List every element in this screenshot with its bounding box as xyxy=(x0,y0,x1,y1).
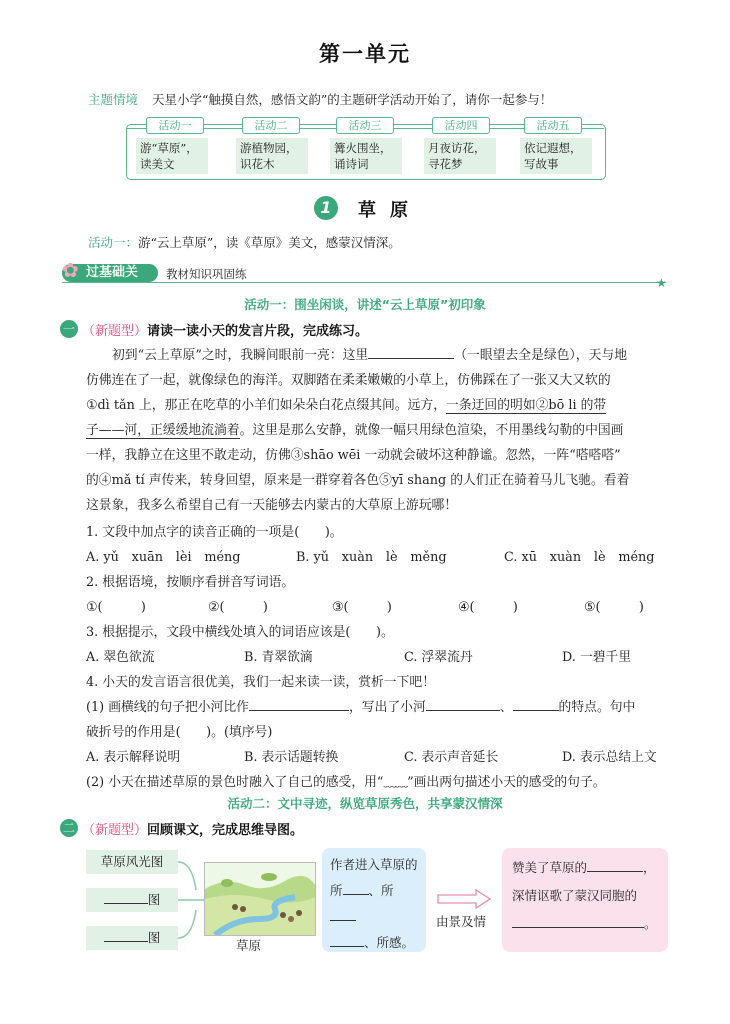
option-4c[interactable]: C. 表示声音延长 xyxy=(404,750,499,765)
sub-question-4-1-cont: 破折号的作用是( )。(填序号) xyxy=(86,725,273,740)
mindmap-box-1: 草原风光图 xyxy=(86,850,178,874)
option-1c[interactable]: C. xū xuàn lè méng xyxy=(504,550,655,565)
grassland-image xyxy=(204,862,316,936)
answer-slot-4[interactable]: ④( ) xyxy=(458,600,518,615)
sub-heading-activity1: 活动一：围坐闲谈，讲述“云上草原”初印象 xyxy=(244,297,486,312)
option-3c[interactable]: C. 浮翠流丹 xyxy=(404,650,473,665)
mindmap-blue-box: 作者进入草原的 所 、所 、所感。 xyxy=(322,848,426,952)
sub-question-4-2: (2) 小天在描述草原的景色时融入了自己的感受，用“﹏﹏”画出两句描述小天的感受的句子。 xyxy=(86,775,606,790)
grassland-illustration-icon xyxy=(205,863,315,935)
activity-tag-3: 活动三 xyxy=(336,117,394,134)
page-title: 第一单元 xyxy=(319,42,411,66)
question-1-badge: 一 xyxy=(60,320,78,338)
sub-question-3: 3. 根据提示，文段中横线处填入的词语应该是( )。 xyxy=(86,625,394,640)
arrow-label: 由景及情 xyxy=(436,914,487,929)
mindmap-pink-box: 赞美了草原的 ， 深情讴歌了蒙汉同胞的 。 xyxy=(502,848,668,952)
theme-label: 主题情境 xyxy=(88,92,139,107)
star-icon: ✿ xyxy=(62,258,79,282)
lesson-title: 草原 xyxy=(358,200,422,221)
answer-blank[interactable] xyxy=(368,344,454,359)
lesson-number-badge: 1 xyxy=(314,196,338,220)
activity-item-4: 月夜访花， 寻花梦 xyxy=(424,138,496,174)
activity1-intro-label: 活动一： xyxy=(88,235,139,250)
activity1-intro xyxy=(88,233,401,251)
activity-item-1: 游“草原”， 读美文 xyxy=(136,138,208,174)
question-1-title: （新题型）请读一读小天的发言片段，完成练习。 xyxy=(82,324,369,339)
passage: 初到“云上草原”之时，我瞬间眼前一亮：这里 （一眼望去全是绿色），天与地 仿佛连在了一起，就像绿色的海洋。双脚踏在柔柔嫩嫩的小草上，仿佛踩在了一张又大又软的 ①dì tǎn 上，那正在吃草的小羊们如朵朵白花点缀其间。远方，一条迂回的明如②bō li 的带 子——河，正缓缓地流淌着。这里是那么安静，就像一幅只用绿色渲染，不用墨线勾勒的中国画 一样，我静立在这里不敢走动，仿佛③shāo wēi 一动就会破坏这种静谧。忽然，一阵“嗒嗒嗒” 的④mǎ tí 声传来，转身回望，原来是一群穿着各色⑤yī shang 的人们正在骑着马儿飞驰。看着 这景象，我多么希望自己有一天能够去内蒙古的大草原上游玩哪！ xyxy=(86,343,664,518)
answer-slot-2[interactable]: ②( ) xyxy=(208,600,268,615)
activity-tag-5: 活动五 xyxy=(524,117,582,134)
option-3d[interactable]: D. 一碧千里 xyxy=(562,650,632,665)
activity-tag-1: 活动一 xyxy=(146,117,204,134)
banner-subtitle: 教材知识巩固练 xyxy=(166,267,247,281)
sub-question-4-1: (1) 画横线的句子把小河比作 ，写出了小河 、 的特点。句中 xyxy=(86,696,635,715)
answer-blank[interactable] xyxy=(513,696,559,711)
option-3a[interactable]: A. 翠色欲流 xyxy=(86,650,155,665)
question-2-tag: （新题型） xyxy=(82,823,148,838)
activity1-intro-text: 游“云上草原”，读《草原》美文，感蒙汉情深。 xyxy=(138,235,401,250)
activity-item-2: 游植物园， 识花木 xyxy=(236,138,308,174)
sub-heading-activity2: 活动二：文中寻迹，纵览草原秀色，共享蒙汉情深 xyxy=(227,796,503,811)
star-end-icon: ★ xyxy=(656,276,667,290)
arrow-right-icon xyxy=(436,888,494,910)
sub-question-4: 4. 小天的发言语言很优美，我们一起来读一读，赏析一下吧！ xyxy=(86,675,435,690)
wave-mark-icon: ﹏﹏ xyxy=(383,775,408,790)
activity-tag-4: 活动四 xyxy=(432,117,490,134)
option-4d[interactable]: D. 表示总结上文 xyxy=(562,750,657,765)
question-1-tag: （新题型） xyxy=(82,324,148,339)
option-1a[interactable]: A. yǔ xuān lèi méng xyxy=(86,550,241,565)
answer-blank[interactable] xyxy=(426,696,500,711)
sub-question-2: 2. 根据语境，按顺序看拼音写词语。 xyxy=(86,575,295,590)
option-3b[interactable]: B. 青翠欲滴 xyxy=(244,650,313,665)
answer-slot-5[interactable]: ⑤( ) xyxy=(584,600,644,615)
mindmap-box-2[interactable]: 图 xyxy=(86,888,178,912)
mindmap-box-3[interactable]: 图 xyxy=(86,926,178,950)
theme-text: 天星小学“触摸自然，感悟文韵”的主题研学活动开始了，请你一起参与！ xyxy=(152,92,553,107)
sub-question-1: 1. 文段中加点字的读音正确的一项是( )。 xyxy=(86,525,343,540)
question-2-badge: 二 xyxy=(60,819,78,837)
banner-tag: 过基础关 xyxy=(62,264,158,282)
theme-line xyxy=(88,90,552,108)
banner-rule xyxy=(62,282,666,283)
activity-item-3: 篝火围坐， 诵诗词 xyxy=(330,138,402,174)
image-caption: 草原 xyxy=(236,938,262,953)
option-4a[interactable]: A. 表示解释说明 xyxy=(86,750,181,765)
question-2-title: （新题型）回顾课文，完成思维导图。 xyxy=(82,823,304,838)
option-4b[interactable]: B. 表示话题转换 xyxy=(244,750,339,765)
answer-blank[interactable] xyxy=(249,696,349,711)
answer-slot-1[interactable]: ①( ) xyxy=(86,600,146,615)
activity-item-5: 依记遐想， 写故事 xyxy=(520,138,592,174)
activity-tag-2: 活动二 xyxy=(242,117,300,134)
option-1b[interactable]: B. yǔ xuàn lè měng xyxy=(296,550,447,565)
answer-slot-3[interactable]: ③( ) xyxy=(332,600,392,615)
